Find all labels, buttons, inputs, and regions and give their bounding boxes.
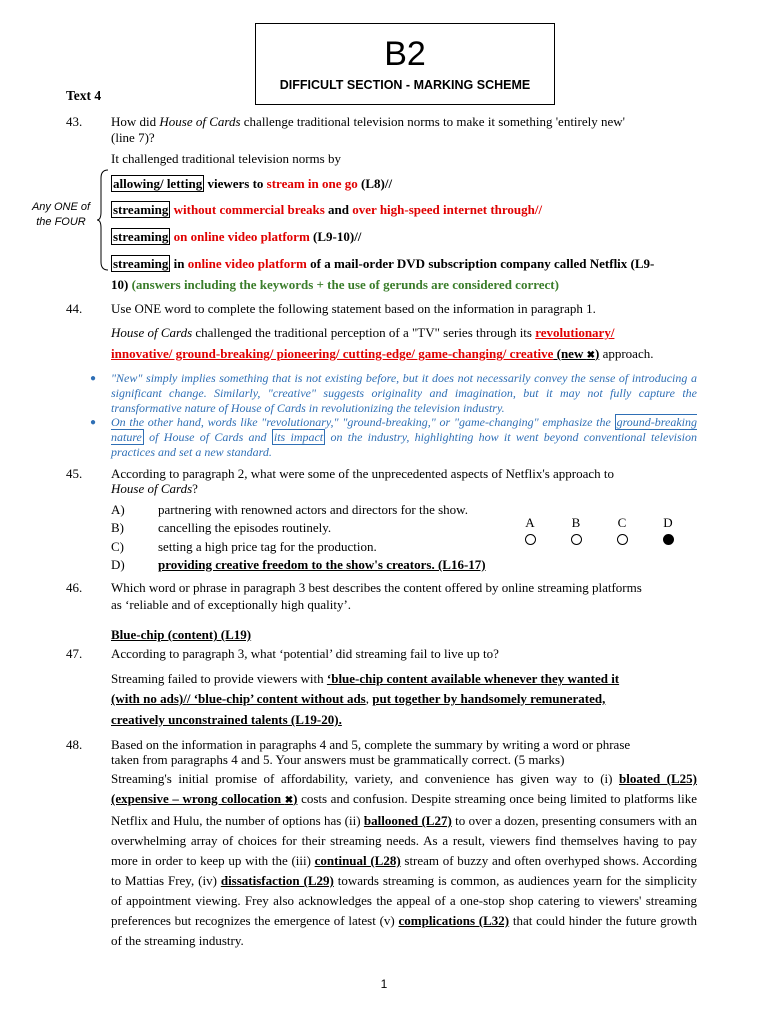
statement-text: House of Cards challenged the traditional perception of a "TV" series through its revolutionary/ bbox=[111, 325, 615, 340]
option-letter: A) bbox=[111, 502, 125, 517]
brace-icon bbox=[96, 168, 110, 272]
option-text-correct: providing creative freedom to the show's creators. (L16-17) bbox=[158, 557, 486, 572]
option-text: cancelling the episodes routinely. bbox=[158, 520, 332, 535]
option-text: setting a high price tag for the production. bbox=[158, 539, 377, 554]
answer-option: streaming in online video platform of a mail-order DVD subscription company called Netflix (L9- bbox=[113, 256, 655, 271]
level-title: B2 bbox=[384, 35, 426, 73]
answer-text: Blue-chip (content) (L19) bbox=[111, 627, 252, 642]
marking-note: "New" simply implies something that is not existing before, but it does not necessarily convey the sense of introducing a significant change. Similarly, "creative" suggests originality and imagination, but it may not fully capture the transformative nature of House of Cards in revolutionizing the television industry. bbox=[111, 371, 697, 415]
answer-grid-d: D bbox=[658, 515, 678, 549]
question-text-cont: taken from paragraphs 4 and 5. Your answers must be grammatically correct. (5 marks) bbox=[111, 752, 565, 767]
answer-option: streaming on online video platform (L9-10)// bbox=[113, 229, 362, 244]
option-letter: D) bbox=[111, 557, 125, 572]
question-text: According to paragraph 3, what ‘potential’ did streaming fail to live up to? bbox=[111, 646, 499, 661]
question-text: According to paragraph 2, what were some of the unprecedented aspects of Netflix's approach to bbox=[111, 466, 615, 481]
question-number: 46. bbox=[66, 580, 83, 595]
answer-text: Streaming failed to provide viewers with ‘blue-chip content available whenever they wanted it bbox=[111, 671, 620, 686]
option-letter: B) bbox=[111, 520, 124, 535]
marking-note: On the other hand, words like "revolutionary," "ground-breaking," or "game-changing" emphasize the ground-breaking nature of House of Cards and its impact on the industry, highlighting how it went beyond conventional television practices and set a new standard. bbox=[111, 415, 697, 459]
answer-grid-a: A bbox=[520, 515, 540, 549]
side-note: Any ONE of the FOUR bbox=[31, 201, 91, 228]
page-number: 1 bbox=[380, 977, 388, 991]
answer-lead: It challenged traditional television norms by bbox=[111, 151, 341, 166]
question-text-cont: House of Cards? bbox=[111, 481, 198, 496]
section-label: Text 4 bbox=[66, 88, 102, 103]
option-text: partnering with renowned actors and directors for the show. bbox=[158, 502, 468, 517]
statement-text-cont: innovative/ ground-breaking/ pioneering/ cutting-edge/ game-changing/ creative (new ✖) approach. bbox=[111, 346, 654, 361]
answer-text-cont: (with no ads)// ‘blue-chip’ content without ads, put together by handsomely remunerated, bbox=[111, 691, 606, 706]
circle-icon bbox=[525, 534, 536, 545]
answer-option: streaming without commercial breaks and over high-speed internet through// bbox=[113, 202, 543, 217]
answer-option: allowing/ letting viewers to stream in one go (L8)// bbox=[113, 176, 393, 191]
bullet-icon: ● bbox=[90, 373, 97, 384]
answer-grid-b: B bbox=[566, 515, 586, 549]
answer-text-cont: creatively unconstrained talents (L19-20). bbox=[111, 712, 342, 727]
answer-grid-c: C bbox=[612, 515, 632, 549]
question-text: Which word or phrase in paragraph 3 best describes the content offered by online streaming platforms bbox=[111, 580, 642, 595]
question-text: Use ONE word to complete the following statement based on the information in paragraph 1. bbox=[111, 301, 596, 316]
circle-icon bbox=[571, 534, 582, 545]
question-number: 45. bbox=[66, 466, 83, 481]
circle-icon bbox=[617, 534, 628, 545]
question-text-cont: as ‘reliable and of exceptionally high quality’. bbox=[111, 597, 352, 612]
option-letter: C) bbox=[111, 539, 124, 554]
question-number: 48. bbox=[66, 737, 83, 752]
question-text: How did House of Cards challenge traditional television norms to make it something 'entirely new' bbox=[111, 114, 626, 129]
summary-paragraph: Streaming's initial promise of affordability, variety, and convenience has given way to (i) bloated (L25) (expensive – wrong collocation ✖) costs and confusion. Despite streaming once being limited to platforms like Netflix and Hulu, the number of options has (ii) ballooned (L27) to over a dozen, presenting consumers with an overwhelming array of choices for their streaming needs. As a result, viewers find themselves having to pay more in order to keep up with the (iii) continual (L28) stream of buzzy and often overhyped shows. According to Mattias Frey, (iv) dissatisfaction (L29) towards streaming is common, as audiences yearn for the simplicity of appointment viewing. Frey also acknowledges the appeal of a one-stop shop catering to viewers' streaming preferences but recognizes the emergence of latest (v) complications (L32) that could hinder the future growth of the streaming industry. bbox=[111, 771, 698, 948]
cross-icon: ✖ bbox=[586, 350, 595, 361]
filled-circle-icon bbox=[663, 534, 674, 545]
cross-icon: ✖ bbox=[284, 795, 294, 806]
question-text-cont: (line 7)? bbox=[111, 130, 155, 145]
question-text: Based on the information in paragraphs 4 and 5, complete the summary by writing a word or phrase bbox=[111, 737, 631, 752]
question-number: 47. bbox=[66, 646, 83, 661]
section-subtitle: DIFFICULT SECTION - MARKING SCHEME bbox=[279, 78, 531, 92]
question-number: 43. bbox=[66, 114, 83, 129]
question-number: 44. bbox=[66, 301, 83, 316]
header-box bbox=[255, 23, 555, 105]
answer-option-cont: 10) (answers including the keywords + the use of gerunds are considered correct) bbox=[111, 277, 559, 292]
bullet-icon: ● bbox=[90, 417, 97, 428]
